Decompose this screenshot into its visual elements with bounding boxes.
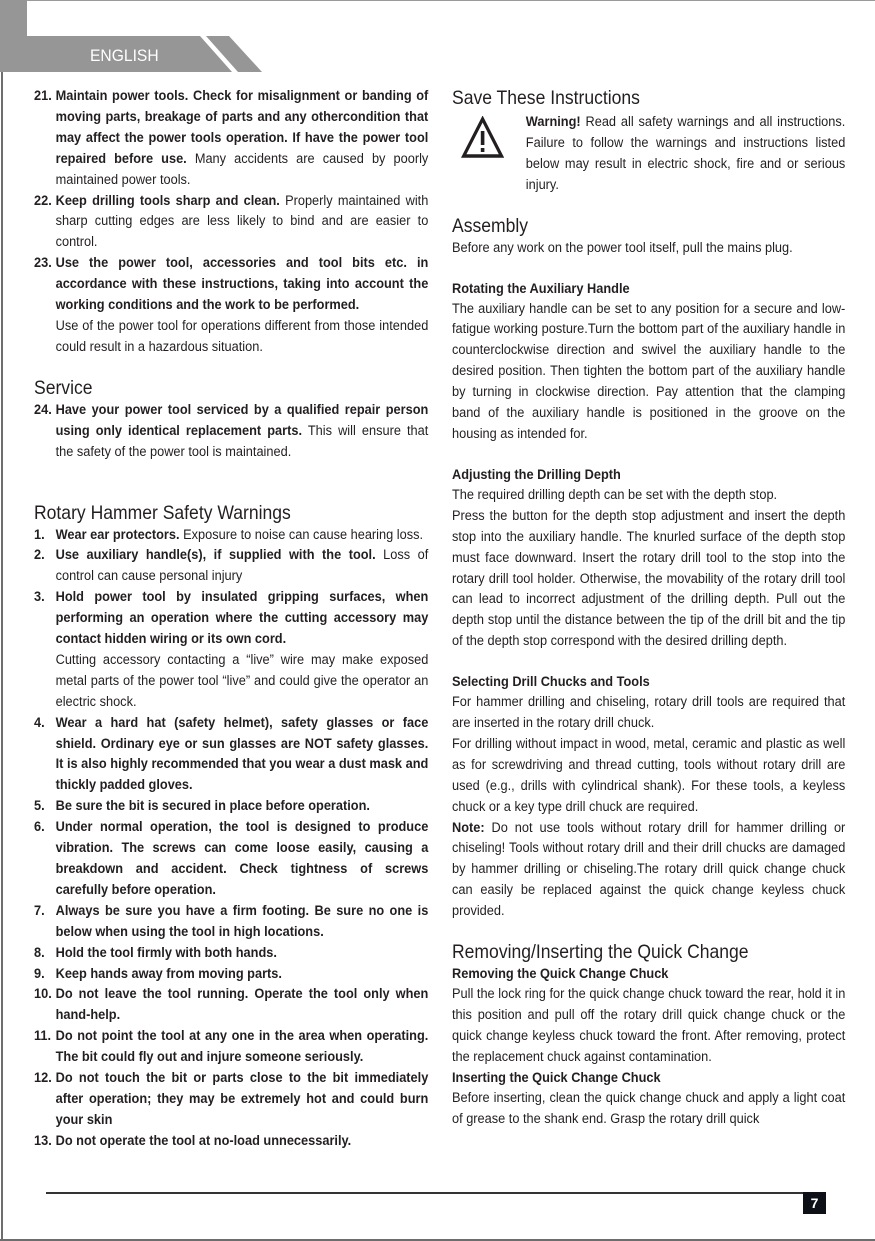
item-number: 24. <box>34 401 52 418</box>
list-item <box>34 86 428 191</box>
item-text: Cutting accessory contacting a “live” wire may make exposed metal parts of the power tool “live” and could give the operator an electric shock. <box>55 651 429 710</box>
item-number: 21. <box>34 88 52 104</box>
drilling-depth-text-2: Press the button for the depth stop adjustment and insert the depth stop into the auxiliary handle. The knurled surface of the depth stop must face downward. Insert the rotary drill tool to the stop into the rotary drill tool holder. Otherwise, the movability of the rotary drill tool can lead to incorrect adjustment of the drilling depth. Pull out the depth stop until the distance between the tip of the drill bit and the tip of the depth stop correspond with the desired drilling depth. <box>452 507 846 650</box>
drill-chucks-text-2: For drilling without impact in wood, metal, ceramic and plastic as well as for screwdriving and thread cutting, tools without rotary drill are used (e.g., drills with cylindrical shank). For these tools, a keyless chuck or a key type drill chuck are required. <box>452 735 846 815</box>
item-number: 10. <box>34 986 52 1003</box>
item-bold-text: Wear a hard hat (safety helmet), safety glasses or face shield. Ordinary eye or sun glasses are NOT safety glasses. It is also highly recommended that you wear a dust mask and thickly padded gloves. <box>55 714 429 794</box>
list-item <box>34 191 428 254</box>
assembly-intro: Before any work on the power tool itself, pull the mains plug. <box>452 239 793 256</box>
list-item <box>34 587 428 712</box>
list-item <box>34 545 428 587</box>
drill-chucks-text-1: For hammer drilling and chiseling, rotary drill tools are required that are inserted in the rotary drill chuck. <box>452 694 846 732</box>
section-heading-service: Service <box>34 376 93 399</box>
language-label: ENGLISH <box>90 46 159 65</box>
item-bold-text: Hold the tool firmly with both hands. <box>55 944 277 961</box>
item-number: 6. <box>34 819 45 836</box>
removing-chuck-text: Pull the lock ring for the quick change chuck toward the rear, hold it in this position and pull off the rotary drill quick change chuck or the quick change keyless chuck toward the front. After removing, protect the replacement chuck against contamination. <box>452 986 846 1065</box>
list-item <box>34 964 428 985</box>
item-number: 9. <box>34 965 45 982</box>
section-heading-rotary-hammer: Rotary Hammer Safety Warnings <box>34 501 291 524</box>
warning-triangle-icon <box>452 112 526 196</box>
section-heading-save-instructions: Save These Instructions <box>452 87 640 109</box>
item-number: 7. <box>34 902 45 919</box>
item-number: 23. <box>34 255 52 272</box>
item-text: Properly maintained with sharp cutting edges are less likely to bind and are easier to control. <box>55 192 429 251</box>
warning-block <box>452 112 845 196</box>
section-heading-quick-change: Removing/Inserting the Quick Change <box>452 941 749 964</box>
list-item <box>34 796 428 817</box>
item-bold-text: Be sure the bit is secured in place before operation. <box>55 798 370 815</box>
list-item <box>34 1026 428 1068</box>
item-number: 11. <box>34 1028 52 1045</box>
rotary-hammer-warnings-list <box>34 525 428 1152</box>
item-bold-text: Maintain power tools. Check for misalignment or banding of moving parts, breakage of parts and any othercondition that may affect the power tools operation. If have the power tool repaired before use. <box>55 88 429 167</box>
item-number: 13. <box>34 1132 52 1149</box>
item-text: Many accidents are caused by poorly maintained power tools. <box>55 150 429 188</box>
right-column <box>452 86 845 1130</box>
item-number: 4. <box>34 714 45 731</box>
subheading-rotating-handle: Rotating the Auxiliary Handle <box>452 280 630 297</box>
list-item <box>34 253 428 358</box>
drilling-depth-text-1: The required drilling depth can be set with the depth stop. <box>452 486 778 503</box>
item-bold-text: Do not point the tool at any one in the area when operating. The bit could fly out and injure someone seriously. <box>55 1028 429 1066</box>
item-bold-text: Do not touch the bit or parts close to the bit immediately after operation; they may be extremely hot and could burn your skin <box>55 1070 429 1128</box>
list-item <box>34 817 428 901</box>
list-item <box>34 713 428 797</box>
item-number: 12. <box>34 1070 52 1087</box>
list-item <box>34 984 428 1026</box>
item-text: Use of the power tool for operations different from those intended could result in a hazardous situation. <box>55 317 429 355</box>
page-number: 7 <box>803 1192 826 1214</box>
item-number: 22. <box>34 192 52 209</box>
list-item <box>34 400 428 463</box>
footer-rule <box>46 1192 803 1194</box>
item-number: 1. <box>34 526 45 543</box>
item-text: Exposure to noise can cause hearing loss. <box>179 526 424 543</box>
item-bold-text: Hold power tool by insulated gripping surfaces, when performing an operation where the cutting accessory may contact hidden wiring or its own cord. <box>55 589 429 648</box>
item-number: 2. <box>34 547 45 564</box>
item-text: Loss of control can cause personal injury <box>55 547 429 585</box>
item-bold-text: Under normal operation, the tool is designed to produce vibration. The screws can come loose easily, causing a breakdown and accident. Check tightness of screws carefully before operation. <box>55 819 429 898</box>
item-bold-text: Do not operate the tool at no-load unnecessarily. <box>55 1132 352 1149</box>
subheading-inserting-chuck: Inserting the Quick Change Chuck <box>452 1069 661 1086</box>
rotating-handle-text: The auxiliary handle can be set to any position for a secure and low-fatigue working posture.Turn the bottom part of the auxiliary handle in counterclockwise direction and swivel the auxiliary handle to the desired position. Then tighten the bottom part of the auxiliary handle by turning in clockwise direction. Pay attention that the clamping band of the auxiliary handle is positioned in the groove on the housing as intended for. <box>452 300 846 442</box>
item-bold-text: Always be sure you have a firm footing. Be sure no one is below when using the tool in high locations. <box>55 902 429 940</box>
item-number: 8. <box>34 944 45 961</box>
inserting-chuck-text: Before inserting, clean the quick change chuck and apply a light coat of grease to the shank end. Grasp the rotary drill quick <box>452 1089 846 1127</box>
list-item <box>34 1068 428 1131</box>
note-text: Do not use tools without rotary drill for hammer drilling or chiseling! Tools without rotary drill and their drill chucks are damaged by hammer drilling or chiseling.The rotary drill quick change chuck can easily be replaced against the quick change keyless chuck provided. <box>452 819 846 920</box>
left-column <box>34 86 428 1152</box>
list-item <box>34 943 428 964</box>
list-item <box>34 901 428 943</box>
item-bold-text: Do not leave the tool running. Operate the tool only when hand-help. <box>55 986 429 1024</box>
item-bold-text: Wear ear protectors. <box>55 526 180 543</box>
item-bold-text: Use auxiliary handle(s), if supplied with the tool. <box>55 547 376 564</box>
subheading-drilling-depth: Adjusting the Drilling Depth <box>452 466 621 483</box>
item-bold-text: Use the power tool, accessories and tool bits etc. in accordance with these instructions, taking into account the working conditions and the work to be performed. <box>55 255 429 314</box>
list-item <box>34 1131 428 1152</box>
section-heading-assembly: Assembly <box>452 214 529 237</box>
subheading-removing-chuck: Removing the Quick Change Chuck <box>452 966 669 983</box>
page-border-left <box>1 0 3 1241</box>
item-number: 3. <box>34 589 45 606</box>
item-text: This will ensure that the safety of the power tool is maintained. <box>55 422 429 460</box>
item-number: 5. <box>34 798 45 815</box>
language-tab <box>0 0 270 72</box>
warning-text: Read all safety warnings and all instructions. Failure to follow the warnings and instructions listed below may result in electric shock, fire and or serious injury. <box>525 114 846 193</box>
drill-chucks-note <box>452 818 845 923</box>
item-bold-text: Keep drilling tools sharp and clean. <box>55 192 280 209</box>
subheading-drill-chucks: Selecting Drill Chucks and Tools <box>452 674 650 691</box>
warning-label: Warning! <box>525 114 581 130</box>
item-bold-text: Have your power tool serviced by a qualified repair person using only identical replacement parts. <box>55 401 429 439</box>
item-bold-text: Keep hands away from moving parts. <box>55 965 282 982</box>
list-item <box>34 525 428 546</box>
note-label: Note: <box>452 819 485 836</box>
